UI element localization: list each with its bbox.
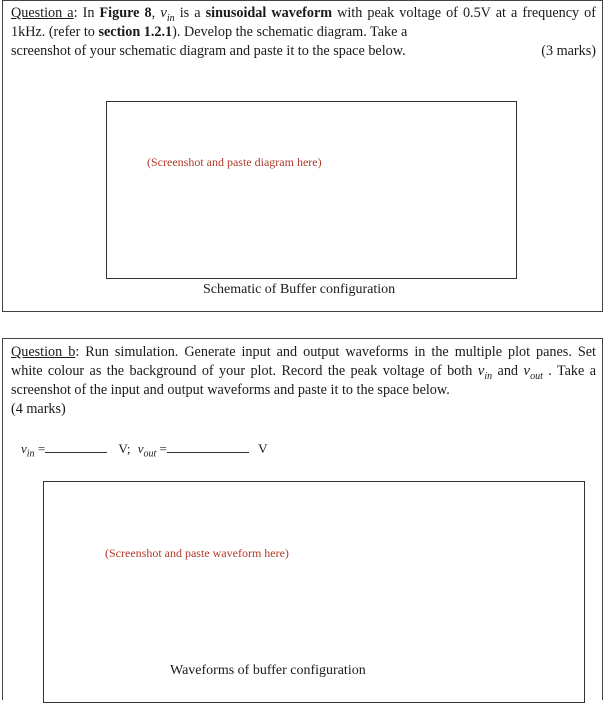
vin-symbol-b: v	[477, 363, 485, 379]
record-equals-2: =	[156, 441, 167, 456]
section-ref: section 1.2.1	[98, 24, 173, 40]
waveform-paste-hint: (Screenshot and paste waveform here)	[105, 546, 289, 560]
question-b-label: Question b	[11, 344, 76, 360]
record-unit-1: V;	[118, 441, 131, 456]
question-a-text-3: is a	[174, 5, 206, 21]
question-a-colon: :	[73, 5, 78, 21]
question-a-text-2: ,	[151, 5, 161, 21]
question-a-box	[2, 0, 603, 312]
vin-symbol: v	[160, 5, 167, 21]
question-b-marks: (4 marks)	[11, 401, 66, 417]
vout-symbol-b: v	[523, 363, 531, 379]
vout-blank-field[interactable]	[167, 452, 249, 453]
question-a-last-line	[11, 42, 596, 61]
schematic-caption: Schematic of Buffer configuration	[203, 282, 396, 297]
figure-ref: Figure 8	[99, 5, 152, 21]
vin-blank-field[interactable]	[45, 452, 107, 453]
question-a-label: Question a	[11, 5, 74, 21]
question-b-box	[2, 338, 603, 700]
peak-voltage-record	[21, 441, 268, 460]
vout-subscript-b: out	[530, 370, 543, 382]
sinusoidal-phrase: sinusoidal waveform	[205, 5, 333, 21]
vin-subscript: in	[166, 12, 175, 24]
question-a-marks: (3 marks)	[541, 43, 596, 59]
question-a-text-5: ). Develop the schematic diagram. Take a	[172, 24, 408, 40]
record-vout-sub: out	[143, 448, 157, 460]
question-b-colon: :	[75, 344, 80, 360]
record-equals-1: =	[34, 441, 46, 456]
vin-subscript-b: in	[484, 370, 493, 382]
question-a-text-1: In	[77, 5, 100, 21]
record-vin-sub: in	[26, 448, 35, 460]
record-unit-2: V	[258, 441, 268, 456]
question-b-text-3: . Take a screenshot of the input and output waveforms and paste it to the space below.	[11, 363, 596, 398]
question-b-text-2: and	[492, 363, 524, 379]
record-vout-label: v	[137, 441, 144, 456]
record-vin-label: v	[21, 441, 27, 456]
schematic-paste-area[interactable]	[106, 101, 517, 279]
question-a-text-4: with peak voltage of 0.5V at a frequency of 1kHz. (refer to	[11, 5, 596, 40]
question-b-text	[11, 343, 596, 419]
question-a-text	[11, 4, 596, 61]
schematic-paste-hint: (Screenshot and paste diagram here)	[147, 155, 322, 169]
question-a-text-6: screenshot of your schematic diagram and paste it to the space below.	[11, 43, 406, 59]
waveform-caption: Waveforms of buffer configuration	[170, 663, 366, 678]
question-b-text-1: Run simulation. Generate input and output waveforms in the multiple plot panes. Set white colour as the background of your plot. Record the peak voltage of both	[11, 344, 596, 379]
